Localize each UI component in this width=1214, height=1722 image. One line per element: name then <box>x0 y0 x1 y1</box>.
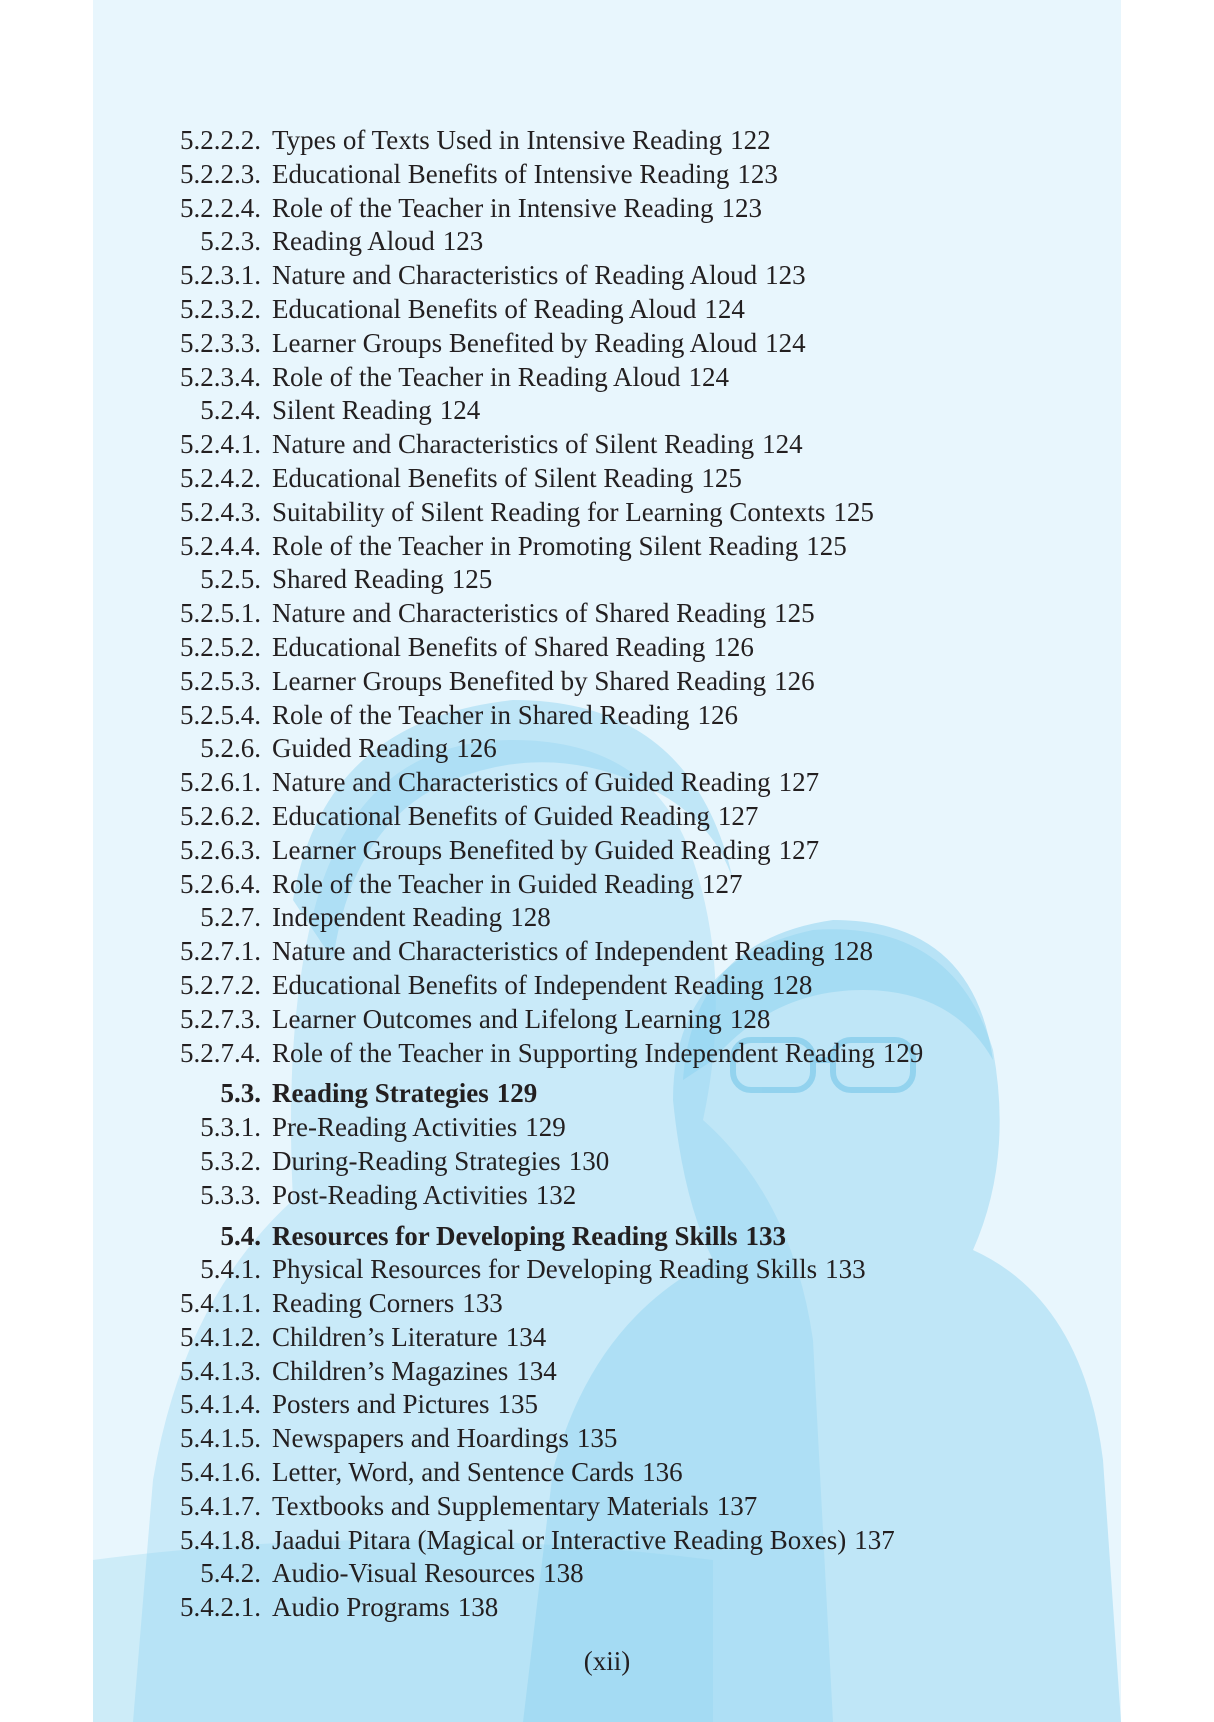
toc-entry <box>161 496 1061 530</box>
toc-entry-title: Independent Reading <box>272 902 503 933</box>
toc-entry-title: Shared Reading <box>272 564 444 595</box>
toc-entry-title: Pre-Reading Activities <box>272 1112 518 1143</box>
toc-entry-number: 5.4.1.2. <box>180 1321 261 1352</box>
toc-entry-number: 5.2.3.2. <box>180 293 261 324</box>
toc-entry <box>161 1179 1061 1213</box>
toc-entry-title: Role of the Teacher in Supporting Independent Reading <box>272 1037 875 1068</box>
toc-entry-title: Textbooks and Supplementary Materials <box>272 1490 709 1521</box>
toc-entry-page: 124 <box>688 361 730 392</box>
toc-entry <box>161 766 1061 800</box>
toc-entry-number: 5.2.5.3. <box>180 665 261 696</box>
toc-entry-title: Role of the Teacher in Guided Reading <box>272 868 694 899</box>
toc-entry-number: 5.3.2. <box>200 1145 261 1176</box>
toc-entry-title: Nature and Characteristics of Reading Aloud <box>272 260 758 291</box>
toc-entry-title: Learner Groups Benefited by Shared Reading <box>272 665 767 696</box>
toc-entry-title: Educational Benefits of Independent Reading <box>272 969 764 1000</box>
toc-entry-page: 122 <box>730 125 771 155</box>
toc-entry-page: 135 <box>576 1423 618 1454</box>
toc-entry <box>161 394 1061 428</box>
toc-entry-title: Children’s Magazines <box>272 1355 509 1386</box>
toc-entry-page: 132 <box>535 1179 577 1210</box>
toc-entry-page: 127 <box>778 767 820 798</box>
toc-entry <box>161 834 1061 868</box>
toc-entry-page: 124 <box>762 429 803 460</box>
toc-entry-title: Audio Programs <box>272 1592 450 1623</box>
toc-entry <box>161 1287 1061 1321</box>
toc-entry-number: 5.2.7.3. <box>180 1003 261 1034</box>
toc-entry <box>161 732 1061 766</box>
toc-entry <box>161 665 1061 699</box>
toc-entry-title: Educational Benefits of Guided Reading <box>272 800 710 831</box>
toc-entry-title: Newspapers and Hoardings <box>272 1423 569 1454</box>
toc-entry-title: Nature and Characteristics of Guided Reading <box>272 767 771 798</box>
toc-entry-page: 134 <box>516 1355 557 1386</box>
toc-entry-title: Types of Texts Used in Intensive Reading <box>272 125 723 155</box>
toc-entry <box>161 1003 1061 1037</box>
toc-entry-number: 5.2.5.1. <box>180 598 261 629</box>
toc-entry-page: 125 <box>806 530 847 561</box>
toc-entry <box>161 1111 1061 1145</box>
toc-entry <box>161 1490 1061 1524</box>
toc-entry-page: 134 <box>505 1321 547 1352</box>
toc-entry <box>161 225 1061 259</box>
toc-entry <box>161 1321 1061 1355</box>
toc-entry-number: 5.4.1.3. <box>180 1355 261 1386</box>
toc-entry-number: 5.2.7.2. <box>180 969 261 1000</box>
toc-entry-page: 133 <box>825 1254 866 1285</box>
toc-entry-number: 5.2.4.2. <box>180 462 261 493</box>
toc-entry-title: Resources for Developing Reading Skills <box>272 1220 738 1251</box>
toc-entry-number: 5.2.3.3. <box>180 327 261 358</box>
toc-entry-page: 127 <box>778 834 820 865</box>
toc-entry-number: 5.4.1.7. <box>180 1490 261 1521</box>
toc-entry-page: 125 <box>701 462 742 493</box>
toc-entry-title: Jaadui Pitara (Magical or Interactive Reading Boxes) <box>272 1524 847 1555</box>
toc-entry-number: 5.4.1.4. <box>180 1389 261 1420</box>
toc-entry-page: 125 <box>833 496 874 527</box>
toc-entry-page: 124 <box>765 327 806 358</box>
toc-entry-number: 5.2.6. <box>200 733 261 764</box>
toc-entry-title: Learner Groups Benefited by Reading Aloud <box>272 327 758 358</box>
toc-entry-page: 126 <box>774 665 815 696</box>
toc-entry-page: 133 <box>745 1220 787 1251</box>
toc-entry <box>161 699 1061 733</box>
toc-entry-number: 5.2.2.3. <box>180 158 261 189</box>
toc-entry-title: Nature and Characteristics of Independent Reading <box>272 936 825 967</box>
toc-entry-number: 5.2.5.4. <box>180 699 261 730</box>
toc-entry-title: Learner Groups Benefited by Guided Reading <box>272 834 771 865</box>
toc-entry-page: 128 <box>771 969 813 1000</box>
toc-entry-page: 123 <box>721 192 762 223</box>
toc-entry-number: 5.4.1.8. <box>180 1524 261 1555</box>
toc-entry-title: Nature and Characteristics of Silent Reading <box>272 429 755 460</box>
toc-entry-page: 123 <box>765 260 806 291</box>
toc-entry-title: During-Reading Strategies <box>272 1145 561 1176</box>
toc-entry-page: 124 <box>439 395 481 426</box>
toc-entry-title: Educational Benefits of Intensive Reading <box>272 158 730 189</box>
toc-entry <box>161 1456 1061 1490</box>
toc-entry <box>161 868 1061 902</box>
toc-entry <box>161 530 1061 564</box>
toc-entry-number: 5.4. <box>220 1220 261 1251</box>
toc-entry-number: 5.2.4.1. <box>180 429 261 460</box>
toc-entry-title: Role of the Teacher in Reading Aloud <box>272 361 681 392</box>
toc-entry-number: 5.2.2.4. <box>180 192 261 223</box>
toc-entry-number: 5.4.1.1. <box>180 1288 261 1319</box>
toc-entry <box>161 192 1061 226</box>
toc-entry-page: 137 <box>716 1490 758 1521</box>
toc-entry-title: Learner Outcomes and Lifelong Learning <box>272 1003 722 1034</box>
toc-entry <box>161 1355 1061 1389</box>
toc-entry <box>161 631 1061 665</box>
toc-entry-page: 129 <box>525 1112 566 1143</box>
toc-entry-title: Post-Reading Activities <box>272 1179 528 1210</box>
page-background <box>93 0 1121 1722</box>
toc-entry-title: Role of the Teacher in Intensive Reading <box>272 192 714 223</box>
toc-entry-page: 128 <box>510 902 551 933</box>
toc-entry-title: Reading Strategies <box>272 1078 489 1109</box>
toc-entry-number: 5.4.1. <box>200 1254 261 1285</box>
table-of-contents <box>161 124 1061 1625</box>
toc-entry-title: Audio-Visual Resources <box>272 1558 536 1589</box>
toc-entry-page: 136 <box>642 1457 683 1488</box>
toc-entry-number: 5.2.3.4. <box>180 361 261 392</box>
toc-entry-page: 138 <box>543 1558 584 1589</box>
toc-entry-number: 5.2.3. <box>200 226 261 257</box>
toc-entry-title: Silent Reading <box>272 395 432 426</box>
toc-entry-page: 130 <box>568 1145 610 1176</box>
toc-entry-number: 5.2.6.2. <box>180 800 261 831</box>
toc-entry-page: 138 <box>457 1592 499 1623</box>
toc-entry <box>161 563 1061 597</box>
page-number: (xii) <box>583 1646 631 1676</box>
toc-entry-title: Reading Corners <box>272 1288 455 1319</box>
toc-section-heading <box>161 1077 1061 1111</box>
toc-entry-page: 123 <box>737 158 778 189</box>
toc-entry-title: Posters and Pictures <box>272 1389 490 1420</box>
toc-entry <box>161 158 1061 192</box>
toc-entry-number: 5.2.6.4. <box>180 868 261 899</box>
toc-section-heading <box>161 1220 1061 1254</box>
toc-entry-number: 5.2.4. <box>200 395 261 426</box>
toc-entry <box>161 259 1061 293</box>
toc-entry-title: Suitability of Silent Reading for Learning Contexts <box>272 496 826 527</box>
toc-entry-number: 5.2.7. <box>200 902 261 933</box>
toc-entry-number: 5.2.5. <box>200 564 261 595</box>
toc-entry-number: 5.2.3.1. <box>180 260 261 291</box>
toc-entry-title: Reading Aloud <box>272 226 435 257</box>
toc-entry-page: 135 <box>497 1389 538 1420</box>
toc-entry-number: 5.4.1.6. <box>180 1457 261 1488</box>
toc-entry <box>161 901 1061 935</box>
toc-entry-title: Educational Benefits of Silent Reading <box>272 462 694 493</box>
toc-entry-number: 5.3. <box>220 1078 261 1109</box>
toc-entry-page: 127 <box>717 800 759 831</box>
toc-entry <box>161 597 1061 631</box>
toc-entry <box>161 1422 1061 1456</box>
toc-entry-number: 5.2.4.4. <box>180 530 261 561</box>
toc-entry <box>161 800 1061 834</box>
toc-entry-number: 5.4.2.1. <box>180 1592 261 1623</box>
toc-entry-page: 126 <box>697 699 738 730</box>
toc-entry-number: 5.2.4.3. <box>180 496 261 527</box>
toc-entry-page: 129 <box>496 1078 538 1109</box>
toc-entry-title: Role of the Teacher in Shared Reading <box>272 699 690 730</box>
toc-entry-title: Guided Reading <box>272 733 449 764</box>
toc-entry-number: 5.4.2. <box>200 1558 261 1589</box>
toc-entry-title: Educational Benefits of Reading Aloud <box>272 293 697 324</box>
toc-entry-number: 5.2.2.2. <box>180 125 261 155</box>
toc-entry-page: 127 <box>701 868 743 899</box>
toc-entry-title: Role of the Teacher in Promoting Silent Reading <box>272 530 799 561</box>
toc-entry-number: 5.2.7.4. <box>180 1037 261 1068</box>
toc-entry <box>161 428 1061 462</box>
toc-entry <box>161 462 1061 496</box>
toc-entry-number: 5.2.7.1. <box>180 936 261 967</box>
toc-entry-number: 5.3.3. <box>200 1179 261 1210</box>
toc-entry-page: 126 <box>713 631 754 662</box>
toc-entry-page: 125 <box>774 598 815 629</box>
toc-entry <box>161 1388 1061 1422</box>
toc-entry-number: 5.2.6.1. <box>180 767 261 798</box>
toc-entry-number: 5.2.6.3. <box>180 834 261 865</box>
toc-entry-page: 125 <box>451 564 493 595</box>
toc-entry-page: 137 <box>854 1524 895 1555</box>
toc-entry <box>161 935 1061 969</box>
toc-entry-page: 126 <box>456 733 497 764</box>
toc-entry-page: 128 <box>832 936 874 967</box>
toc-entry <box>161 1524 1061 1558</box>
toc-entry <box>161 1557 1061 1591</box>
toc-entry-title: Letter, Word, and Sentence Cards <box>272 1457 635 1488</box>
toc-entry <box>161 124 1061 158</box>
toc-entry-title: Educational Benefits of Shared Reading <box>272 631 706 662</box>
toc-entry <box>161 293 1061 327</box>
toc-entry <box>161 1145 1061 1179</box>
toc-entry-page: 123 <box>442 226 484 257</box>
toc-entry-title: Physical Resources for Developing Reading Skills <box>272 1254 818 1285</box>
toc-entry <box>161 361 1061 395</box>
toc-entry <box>161 969 1061 1003</box>
toc-entry-page: 129 <box>882 1037 924 1068</box>
toc-entry <box>161 1591 1061 1625</box>
toc-entry-page: 124 <box>704 293 745 324</box>
toc-entry-number: 5.2.5.2. <box>180 631 261 662</box>
toc-entry-title: Nature and Characteristics of Shared Reading <box>272 598 767 629</box>
toc-entry-page: 128 <box>729 1003 771 1034</box>
toc-entry-number: 5.3.1. <box>200 1112 261 1143</box>
toc-entry-title: Children’s Literature <box>272 1321 498 1352</box>
toc-entry-number: 5.4.1.5. <box>180 1423 261 1454</box>
toc-entry <box>161 327 1061 361</box>
toc-entry-page: 133 <box>462 1288 503 1319</box>
toc-entry <box>161 1253 1061 1287</box>
toc-entry <box>161 1037 1061 1071</box>
